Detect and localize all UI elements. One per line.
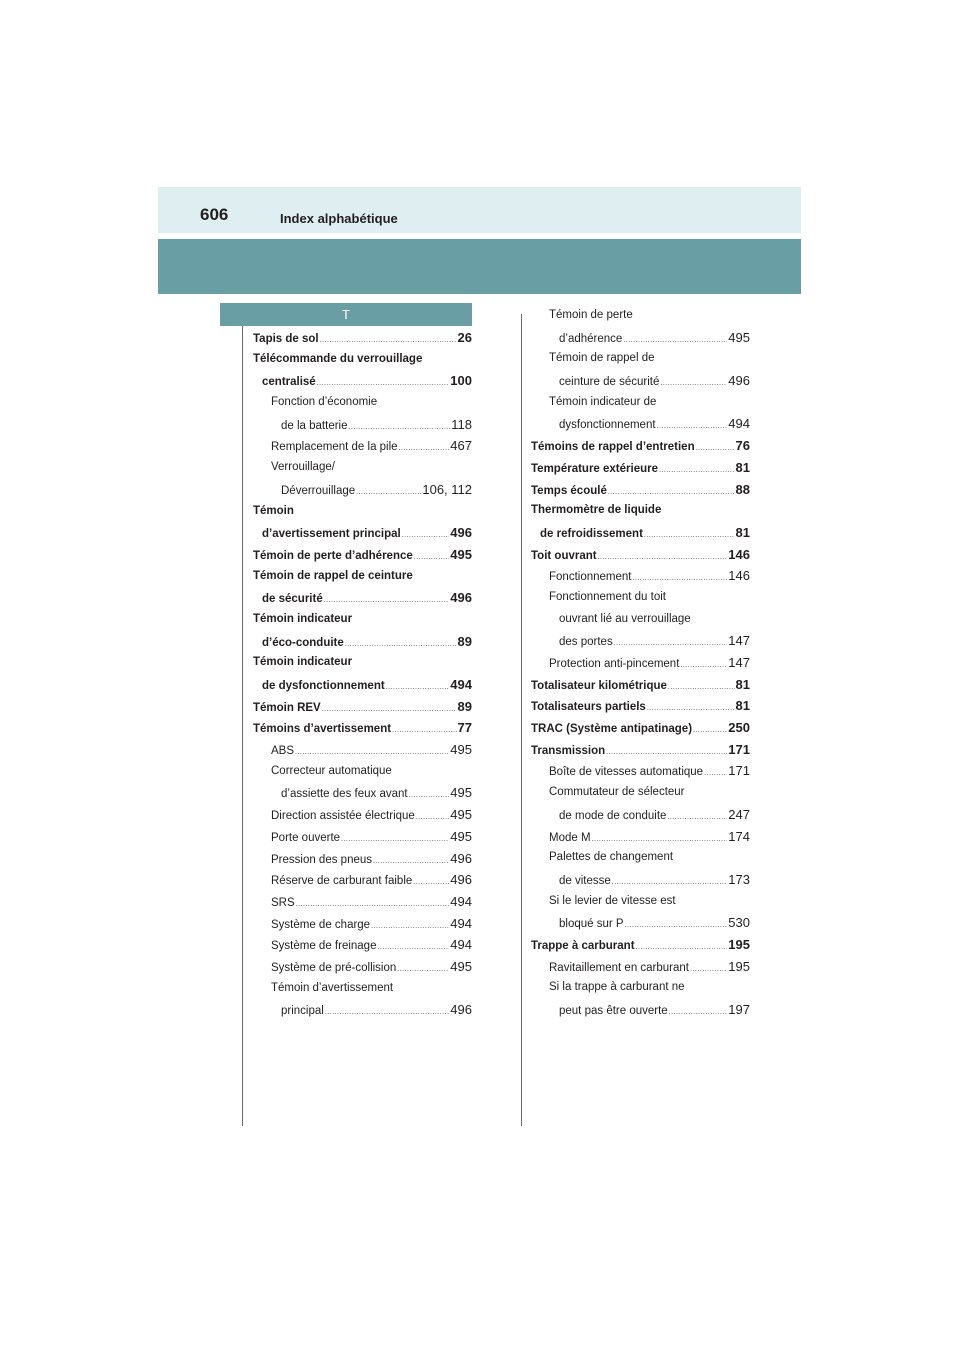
index-entry-text: bloqué sur P xyxy=(559,918,624,931)
index-entry-page[interactable]: 496 xyxy=(728,373,750,389)
index-entry-page[interactable]: 496 xyxy=(450,850,472,866)
index-entry xyxy=(253,435,472,457)
index-entry xyxy=(253,652,472,674)
index-entry xyxy=(531,695,750,717)
index-entry-text: Si le levier de vitesse est xyxy=(549,894,676,907)
index-entry-text: Réserve de carburant faible xyxy=(271,875,413,888)
index-entry xyxy=(253,392,472,414)
index-entry-page[interactable]: 494 xyxy=(450,893,472,909)
index-entry xyxy=(253,848,472,870)
index-entry-page[interactable]: 247 xyxy=(728,806,750,822)
index-entry xyxy=(253,327,472,349)
index-entry-text: principal xyxy=(281,1005,324,1018)
index-entry xyxy=(253,674,472,696)
index-entry-page[interactable]: 171 xyxy=(728,763,750,779)
index-entry xyxy=(531,912,750,934)
index-entry xyxy=(253,609,472,631)
index-entry-text: Témoin indicateur xyxy=(253,656,353,669)
index-entry-text: Témoin REV xyxy=(253,701,321,714)
index-entry-text: TRAC (Système antipatinage) xyxy=(531,723,693,736)
index-entry xyxy=(531,891,750,913)
index-entry xyxy=(253,891,472,913)
index-entry-text: Porte ouverte xyxy=(271,831,341,844)
index-entry xyxy=(253,522,472,544)
index-entry-page[interactable]: 495 xyxy=(450,828,472,844)
index-entry xyxy=(253,631,472,653)
index-entry xyxy=(531,652,750,674)
index-entry xyxy=(253,913,472,935)
index-entry xyxy=(253,782,472,804)
index-entry xyxy=(531,999,750,1021)
index-entry-text: Direction assistée électrique xyxy=(271,810,415,823)
index-entry xyxy=(253,479,472,501)
index-entry xyxy=(531,977,750,999)
index-entry xyxy=(253,349,472,371)
index-entry xyxy=(253,414,472,436)
index-entry-page[interactable]: 81 xyxy=(735,676,750,692)
index-entry xyxy=(531,717,750,739)
index-entry-text: Témoin d’avertissement xyxy=(271,981,394,994)
index-entry-page[interactable]: 147 xyxy=(728,655,750,670)
index-entry xyxy=(531,739,750,761)
index-entry-page[interactable]: 495 xyxy=(450,742,472,758)
index-entry xyxy=(253,566,472,588)
index-entry xyxy=(531,479,750,501)
index-entry-text: des portes xyxy=(559,636,613,649)
index-entry-page[interactable]: 89 xyxy=(457,698,472,714)
index-entry-text: Déverrouillage xyxy=(281,484,356,497)
index-entry xyxy=(531,413,750,435)
index-entry xyxy=(253,370,472,392)
index-entry-text: ouvrant lié au verrouillage xyxy=(559,612,691,625)
index-entry-text: Témoin indicateur de xyxy=(549,395,657,408)
index-entry-text: Thermomètre de liquide xyxy=(531,504,662,517)
index-entry-page[interactable]: 100 xyxy=(450,373,472,389)
index-entry-text: Témoin de rappel de xyxy=(549,352,655,365)
index-entry-page[interactable]: 494 xyxy=(450,915,472,931)
index-entry-text: ABS xyxy=(271,745,295,758)
index-entry-text: Témoin de perte xyxy=(549,309,633,321)
index-entry-text: peut pas être ouverte xyxy=(559,1005,668,1017)
header-band xyxy=(158,187,801,233)
index-entry-text: de sécurité xyxy=(262,593,323,606)
index-entry xyxy=(253,761,472,783)
index-entry xyxy=(531,934,750,956)
index-entry-text: Témoin indicateur xyxy=(253,612,353,625)
index-entry xyxy=(531,760,750,782)
index-entry-text: Totalisateur kilométrique xyxy=(531,679,667,692)
index-entry xyxy=(531,435,750,457)
index-entry-text: de dysfonctionnement xyxy=(262,680,385,692)
index-entry-page[interactable]: 146 xyxy=(728,546,750,562)
index-entry-text: Commutateur de sélecteur xyxy=(549,786,685,799)
index-entry-page[interactable]: 530 xyxy=(728,915,750,931)
index-entry-text: Toit ouvrant xyxy=(531,549,597,562)
index-entry-page[interactable]: 146 xyxy=(728,568,750,584)
index-entry xyxy=(531,327,750,349)
index-entry-page[interactable]: 88 xyxy=(735,481,750,497)
index-entry-text: Système de freinage xyxy=(271,940,377,953)
index-entry xyxy=(253,804,472,826)
index-entry xyxy=(531,457,750,479)
index-entry-text: Totalisateurs partiels xyxy=(531,701,646,714)
index-entry xyxy=(253,717,472,739)
index-entry-text: ceinture de sécurité xyxy=(559,376,660,389)
index-entry-page[interactable]: 494 xyxy=(450,677,472,692)
index-entry xyxy=(253,587,472,609)
index-entry-text: Transmission xyxy=(531,744,606,757)
index-entry xyxy=(253,739,472,761)
index-entry-text: Témoin de perte d’adhérence xyxy=(253,549,413,562)
index-entry xyxy=(253,501,472,523)
index-entry xyxy=(253,956,472,978)
index-entry-page[interactable]: 195 xyxy=(728,936,750,952)
leader-dots xyxy=(325,1002,449,1024)
index-entry-text: Protection anti-pincement xyxy=(549,658,680,670)
index-entry-text: Témoins de rappel d’entretien xyxy=(531,441,695,454)
index-entry-text: SRS xyxy=(271,896,295,909)
index-entry-page[interactable]: 496 xyxy=(450,590,472,606)
page-title: Index alphabétique xyxy=(280,211,398,226)
index-entry xyxy=(531,565,750,587)
index-entry-text: Ravitaillement en carburant xyxy=(549,961,689,974)
index-entry-text: Système de charge xyxy=(271,918,371,931)
index-column-right xyxy=(531,305,750,1021)
index-entry-page[interactable]: 118 xyxy=(451,416,472,432)
index-entry xyxy=(531,804,750,826)
index-column-left xyxy=(253,327,472,1021)
index-entry-page[interactable]: 174 xyxy=(728,828,750,844)
index-entry-page[interactable]: 147 xyxy=(728,633,750,649)
index-entry xyxy=(531,609,750,631)
index-entry-text: de refroidissement xyxy=(540,527,643,540)
index-entry-page[interactable]: 106, 112 xyxy=(422,481,472,497)
index-entry xyxy=(531,956,750,978)
index-entry-text: Fonctionnement xyxy=(549,571,632,584)
index-entry-text: d’assiette des feux avant xyxy=(281,788,408,801)
index-entry xyxy=(253,696,472,718)
index-entry-text: Remplacement de la pile xyxy=(271,441,398,454)
index-entry-text: d’adhérence xyxy=(559,332,623,345)
index-entry xyxy=(531,587,750,609)
index-entry xyxy=(531,500,750,522)
index-entry-text: Palettes de changement xyxy=(549,851,674,864)
index-entry-text: Si la trappe à carburant ne xyxy=(549,981,685,994)
index-entry xyxy=(253,999,472,1021)
index-entry xyxy=(253,869,472,891)
index-entry-text: Trappe à carburant xyxy=(531,939,635,952)
index-entry-page[interactable]: 495 xyxy=(450,785,472,801)
index-entry-page[interactable]: 171 xyxy=(728,741,750,757)
index-entry-page[interactable]: 89 xyxy=(457,633,472,649)
index-entry xyxy=(531,869,750,891)
index-entry-page[interactable]: 81 xyxy=(735,698,750,714)
index-entry xyxy=(253,978,472,1000)
index-entry-text: dysfonctionnement xyxy=(559,419,656,432)
index-entry-text: Boîte de vitesses automatique xyxy=(549,766,704,779)
index-entry xyxy=(531,782,750,804)
index-entry-page[interactable]: 494 xyxy=(450,937,472,953)
index-entry xyxy=(531,305,750,327)
index-entry-text: Mode M xyxy=(549,831,591,844)
index-entry xyxy=(531,826,750,848)
index-entry-text: Témoins d’avertissement xyxy=(253,723,392,736)
index-entry-page[interactable]: 77 xyxy=(457,720,472,736)
index-entry-text: de mode de conduite xyxy=(559,809,667,822)
index-entry-text: Témoin xyxy=(253,504,294,517)
index-entry-page[interactable]: 173 xyxy=(728,871,750,887)
index-entry-page[interactable]: 467 xyxy=(450,438,472,454)
index-entry-text: Temps écoulé xyxy=(531,484,607,497)
index-entry xyxy=(253,457,472,479)
index-entry xyxy=(531,544,750,566)
index-entry-page[interactable]: 26 xyxy=(457,330,472,345)
index-entry-page[interactable]: 495 xyxy=(450,958,472,974)
index-entry-page[interactable]: 496 xyxy=(450,525,472,541)
left-column-rule xyxy=(242,314,243,1126)
section-letter-header: T xyxy=(220,303,472,326)
index-entry-text: centralisé xyxy=(262,376,316,389)
index-entry xyxy=(253,544,472,566)
index-entry-page[interactable]: 81 xyxy=(735,459,750,475)
index-entry xyxy=(531,630,750,652)
index-entry-text: Fonctionnement du toit xyxy=(549,590,666,603)
page-number: 606 xyxy=(200,205,229,224)
index-entry xyxy=(531,392,750,414)
index-entry-page[interactable]: 494 xyxy=(728,416,750,432)
index-entry-page[interactable]: 250 xyxy=(728,720,750,736)
index-entry-page[interactable]: 81 xyxy=(735,524,750,540)
index-entry-text: Verrouillage/ xyxy=(271,461,335,474)
index-entry-text: d’éco-conduite xyxy=(262,636,344,649)
index-entry-page[interactable]: 76 xyxy=(735,438,750,454)
index-entry-page[interactable]: 195 xyxy=(728,958,750,974)
index-entry-page[interactable]: 496 xyxy=(450,1002,472,1018)
index-entry-text: Système de pré-collision xyxy=(271,961,397,974)
index-entry xyxy=(253,826,472,848)
index-entry-page[interactable]: 197 xyxy=(728,1002,750,1017)
index-entry-text: Témoin de rappel de ceinture xyxy=(253,569,413,582)
index-entry-text: de vitesse xyxy=(559,874,611,887)
right-column-rule xyxy=(521,314,522,1126)
index-entry-text: d’avertissement principal xyxy=(262,528,401,541)
index-entry-text: Température extérieure xyxy=(531,462,658,475)
index-entry xyxy=(531,674,750,696)
index-entry xyxy=(253,934,472,956)
index-entry xyxy=(531,522,750,544)
index-entry-text: Correcteur automatique xyxy=(271,764,392,777)
index-entry-text: Télécommande du verrouillage xyxy=(253,352,423,365)
index-entry xyxy=(531,847,750,869)
index-entry-page[interactable]: 495 xyxy=(728,329,750,345)
index-entry-text: Fonction d’économie xyxy=(271,396,378,409)
index-entry-page[interactable]: 495 xyxy=(450,807,472,823)
leader-dots xyxy=(669,1002,728,1024)
index-entry-text: de la batterie xyxy=(281,419,348,432)
index-entry xyxy=(531,348,750,370)
chapter-band xyxy=(158,239,801,294)
index-entry-text: Tapis de sol xyxy=(253,333,319,345)
index-entry-page[interactable]: 496 xyxy=(450,872,472,888)
index-entry-page[interactable]: 495 xyxy=(450,546,472,562)
index-entry xyxy=(531,370,750,392)
index-entry-text: Pression des pneus xyxy=(271,853,373,866)
